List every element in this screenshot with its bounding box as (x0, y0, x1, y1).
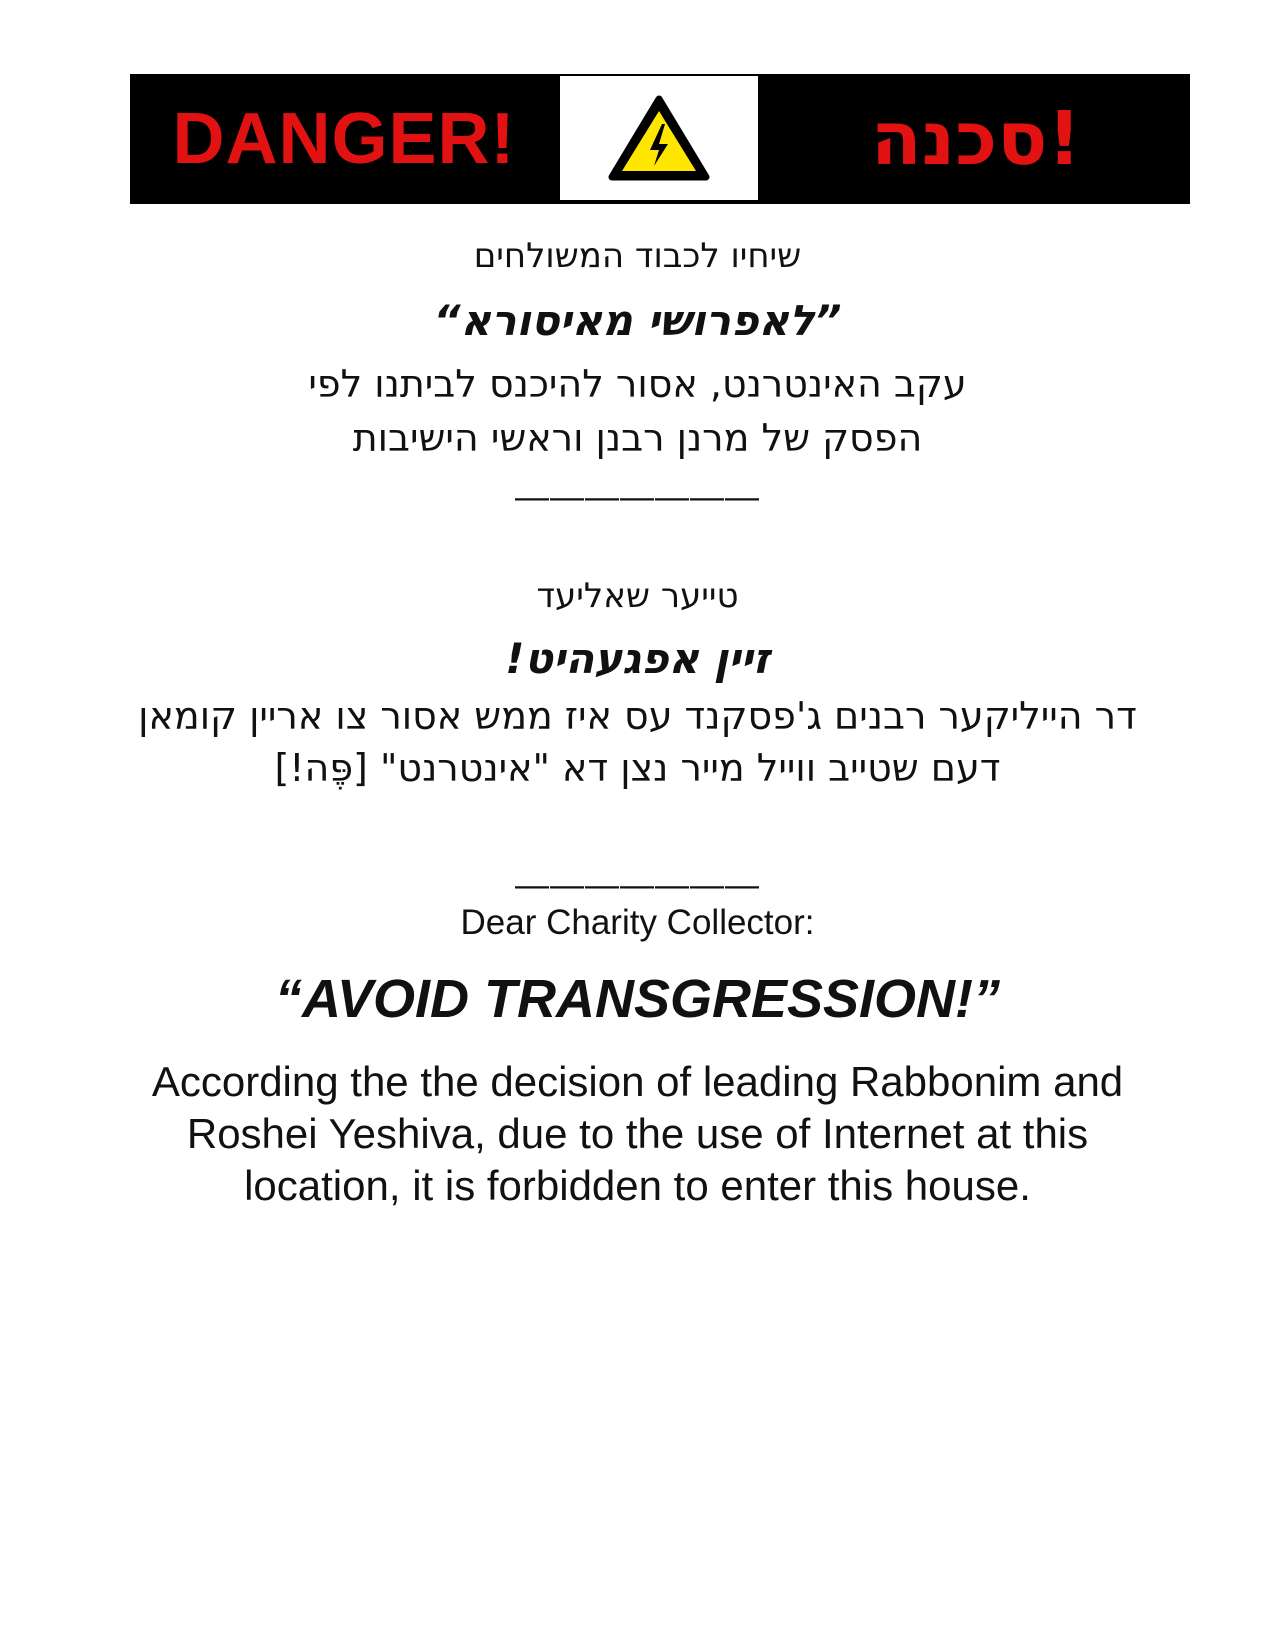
warning-sign-box (560, 76, 758, 200)
yiddish-line-1: דר הייליקער רבנים ג'פסקנד עס איז ממש אסור צו אריין קומאן (138, 694, 1137, 738)
hebrew-greeting: שיחיו לכבוד המשולחים (473, 236, 802, 276)
english-body (0, 1056, 1275, 1212)
danger-title-hebrew: סכנה! (870, 96, 1082, 182)
english-body-line-2: Roshei Yeshiva, due to the use of Internet at this (186, 1110, 1089, 1157)
high-voltage-warning-icon (607, 94, 711, 182)
english-greeting: Dear Charity Collector: (460, 903, 815, 942)
yiddish-line-2: דעם שטייב ווייל מייר נצן דא "אינטרנט" [פֶּה!] (274, 746, 1001, 790)
english-headline: “AVOID TRANSGRESSION!” (274, 969, 1001, 1029)
danger-banner (130, 74, 1190, 204)
separator-1: ——————— (515, 478, 760, 516)
hebrew-line-2: הפסק של מרנן רבנן וראשי הישיבות (352, 416, 923, 460)
yiddish-greeting: טייער שאליעד (536, 576, 739, 616)
hebrew-headline: ”לאפרושי מאיסורא“ (433, 296, 842, 345)
danger-title-english: DANGER! (172, 99, 516, 179)
english-body-line-1: According the the decision of leading Rabbonim and (151, 1058, 1124, 1105)
yiddish-headline: זיין אפגעהיט! (505, 634, 770, 683)
separator-2: ——————— (515, 866, 760, 904)
english-body-line-3: location, it is forbidden to enter this house. (244, 1162, 1031, 1209)
hebrew-line-1: עקב האינטרנט, אסור להיכנס לביתנו לפי (308, 362, 967, 406)
